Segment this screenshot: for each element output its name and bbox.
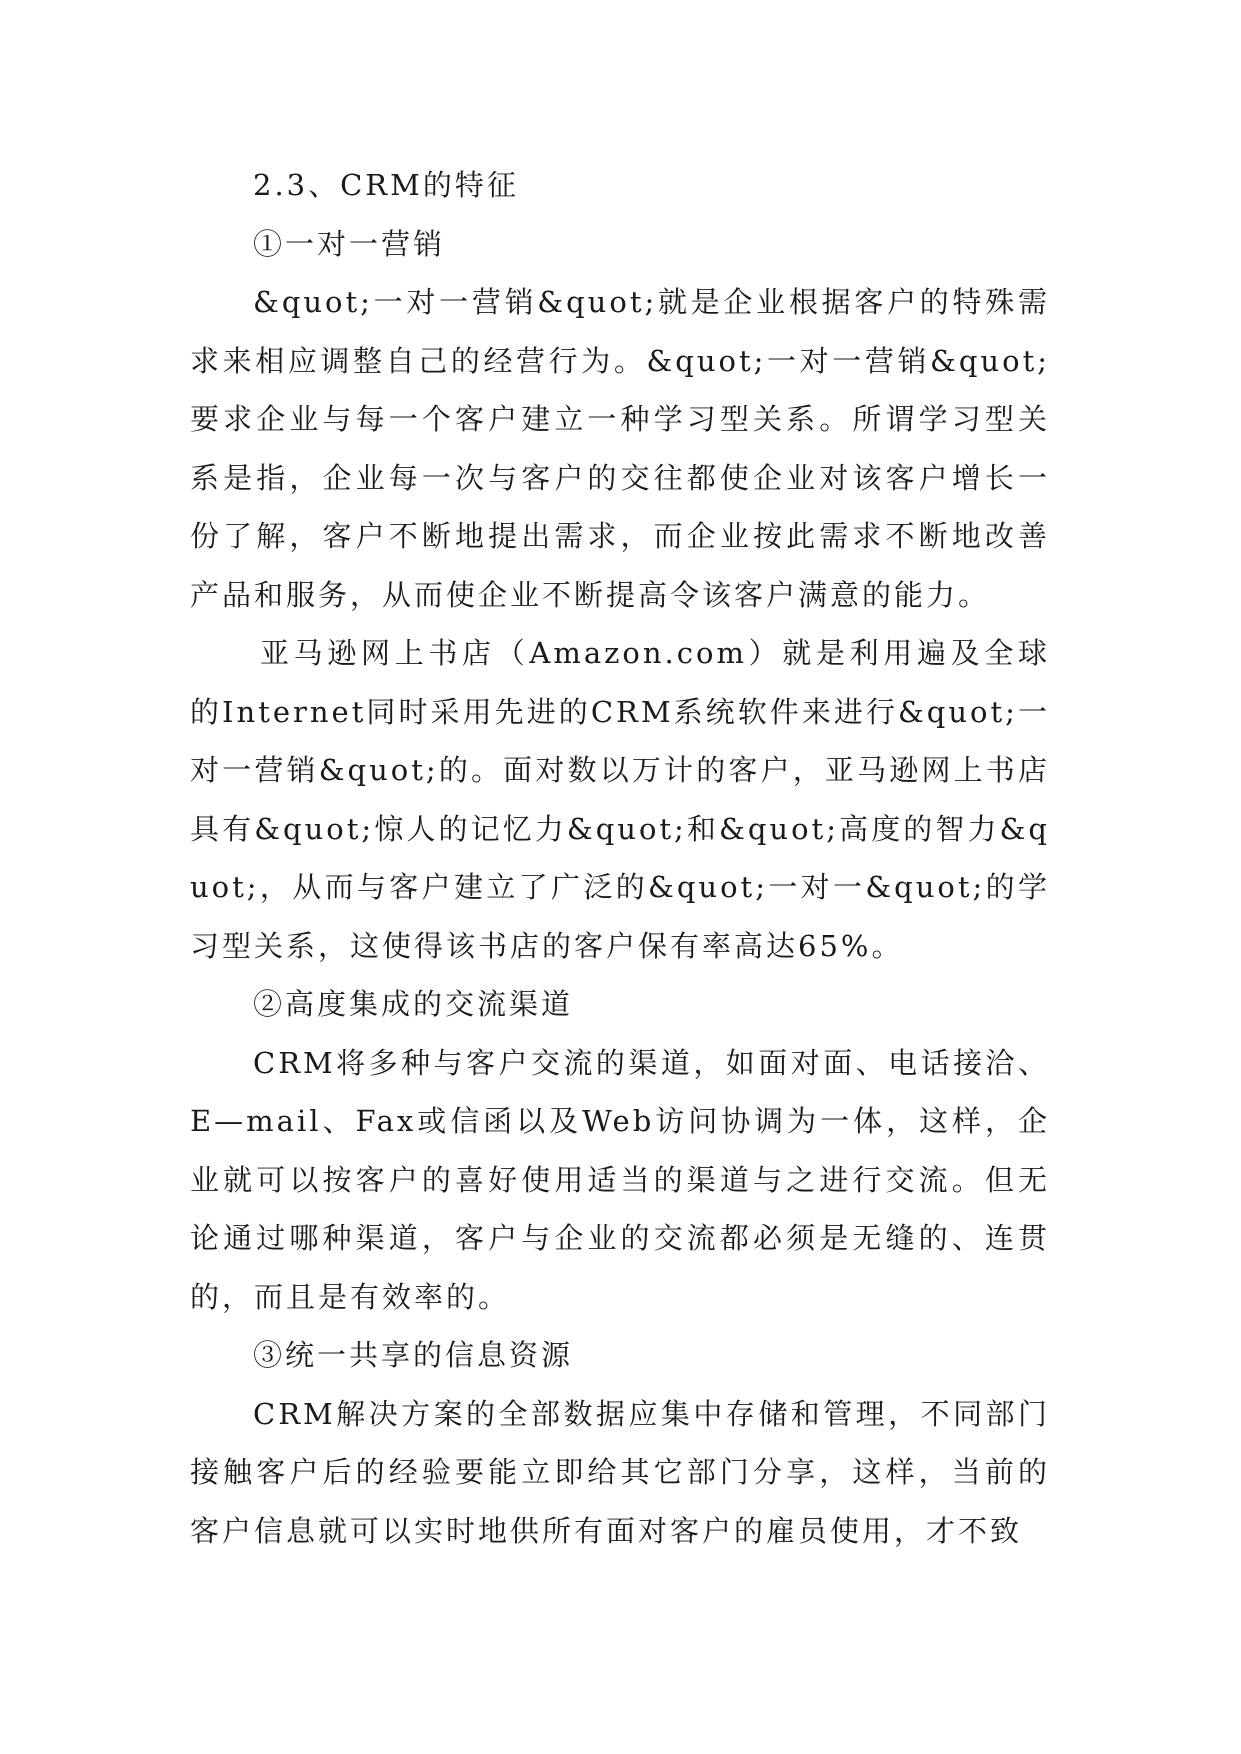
item-heading-one-to-one: ①一对一营销 (253, 226, 446, 261)
paragraph-channels: CRM将多种与客户交流的渠道，如面对面、电话接洽、E—mail、Fax或信函以及Web访问协调为一体，这样，企业就可以按客户的喜好使用适当的渠道与之进行交流。但无论通过哪种渠道，客户与企业的交流都必须是无缝的、连贯的，而且是有效率的。 (190, 1045, 1050, 1314)
paragraph-one-to-one-definition: &quot;一对一营销&quot;就是企业根据客户的特殊需求来相应调整自己的经营行为。&quot;一对一营销&quot;要求企业与每一个客户建立一种学习型关系。所谓学习型关系是指，企业每一次与客户的交往都使企业对该客户增长一份了解，客户不断地提出需求，而企业按此需求不断地改善产品和服务，从而使企业不断提高令该客户满意的能力。 (190, 285, 1050, 612)
item-heading-channels: ②高度集成的交流渠道 (253, 987, 574, 1021)
document-page (190, 156, 1050, 1560)
item-heading-shared-info: ③统一共享的信息资源 (253, 1338, 574, 1372)
paragraph-shared-info: CRM解决方案的全部数据应集中存储和管理，不同部门接触客户后的经验要能立即给其它部门分享，这样，当前的客户信息就可以实时地供所有面对客户的雇员使用，才不致 (190, 1396, 1050, 1548)
paragraph-amazon-example: 亚马逊网上书店（Amazon.com）就是利用遍及全球的Internet同时采用先进的CRM系统软件来进行&quot;一对一营销&quot;的。面对数以万计的客户，亚马逊网上书店具有&quot;惊人的记忆力&quot;和&quot;高度的智力&quot;，从而与客户建立了广泛的&quot;一对一&quot;的学习型关系，这使得该书店的客户保有率高达65%。 (190, 636, 1050, 963)
section-heading: 2.3、CRM的特征 (253, 168, 519, 202)
